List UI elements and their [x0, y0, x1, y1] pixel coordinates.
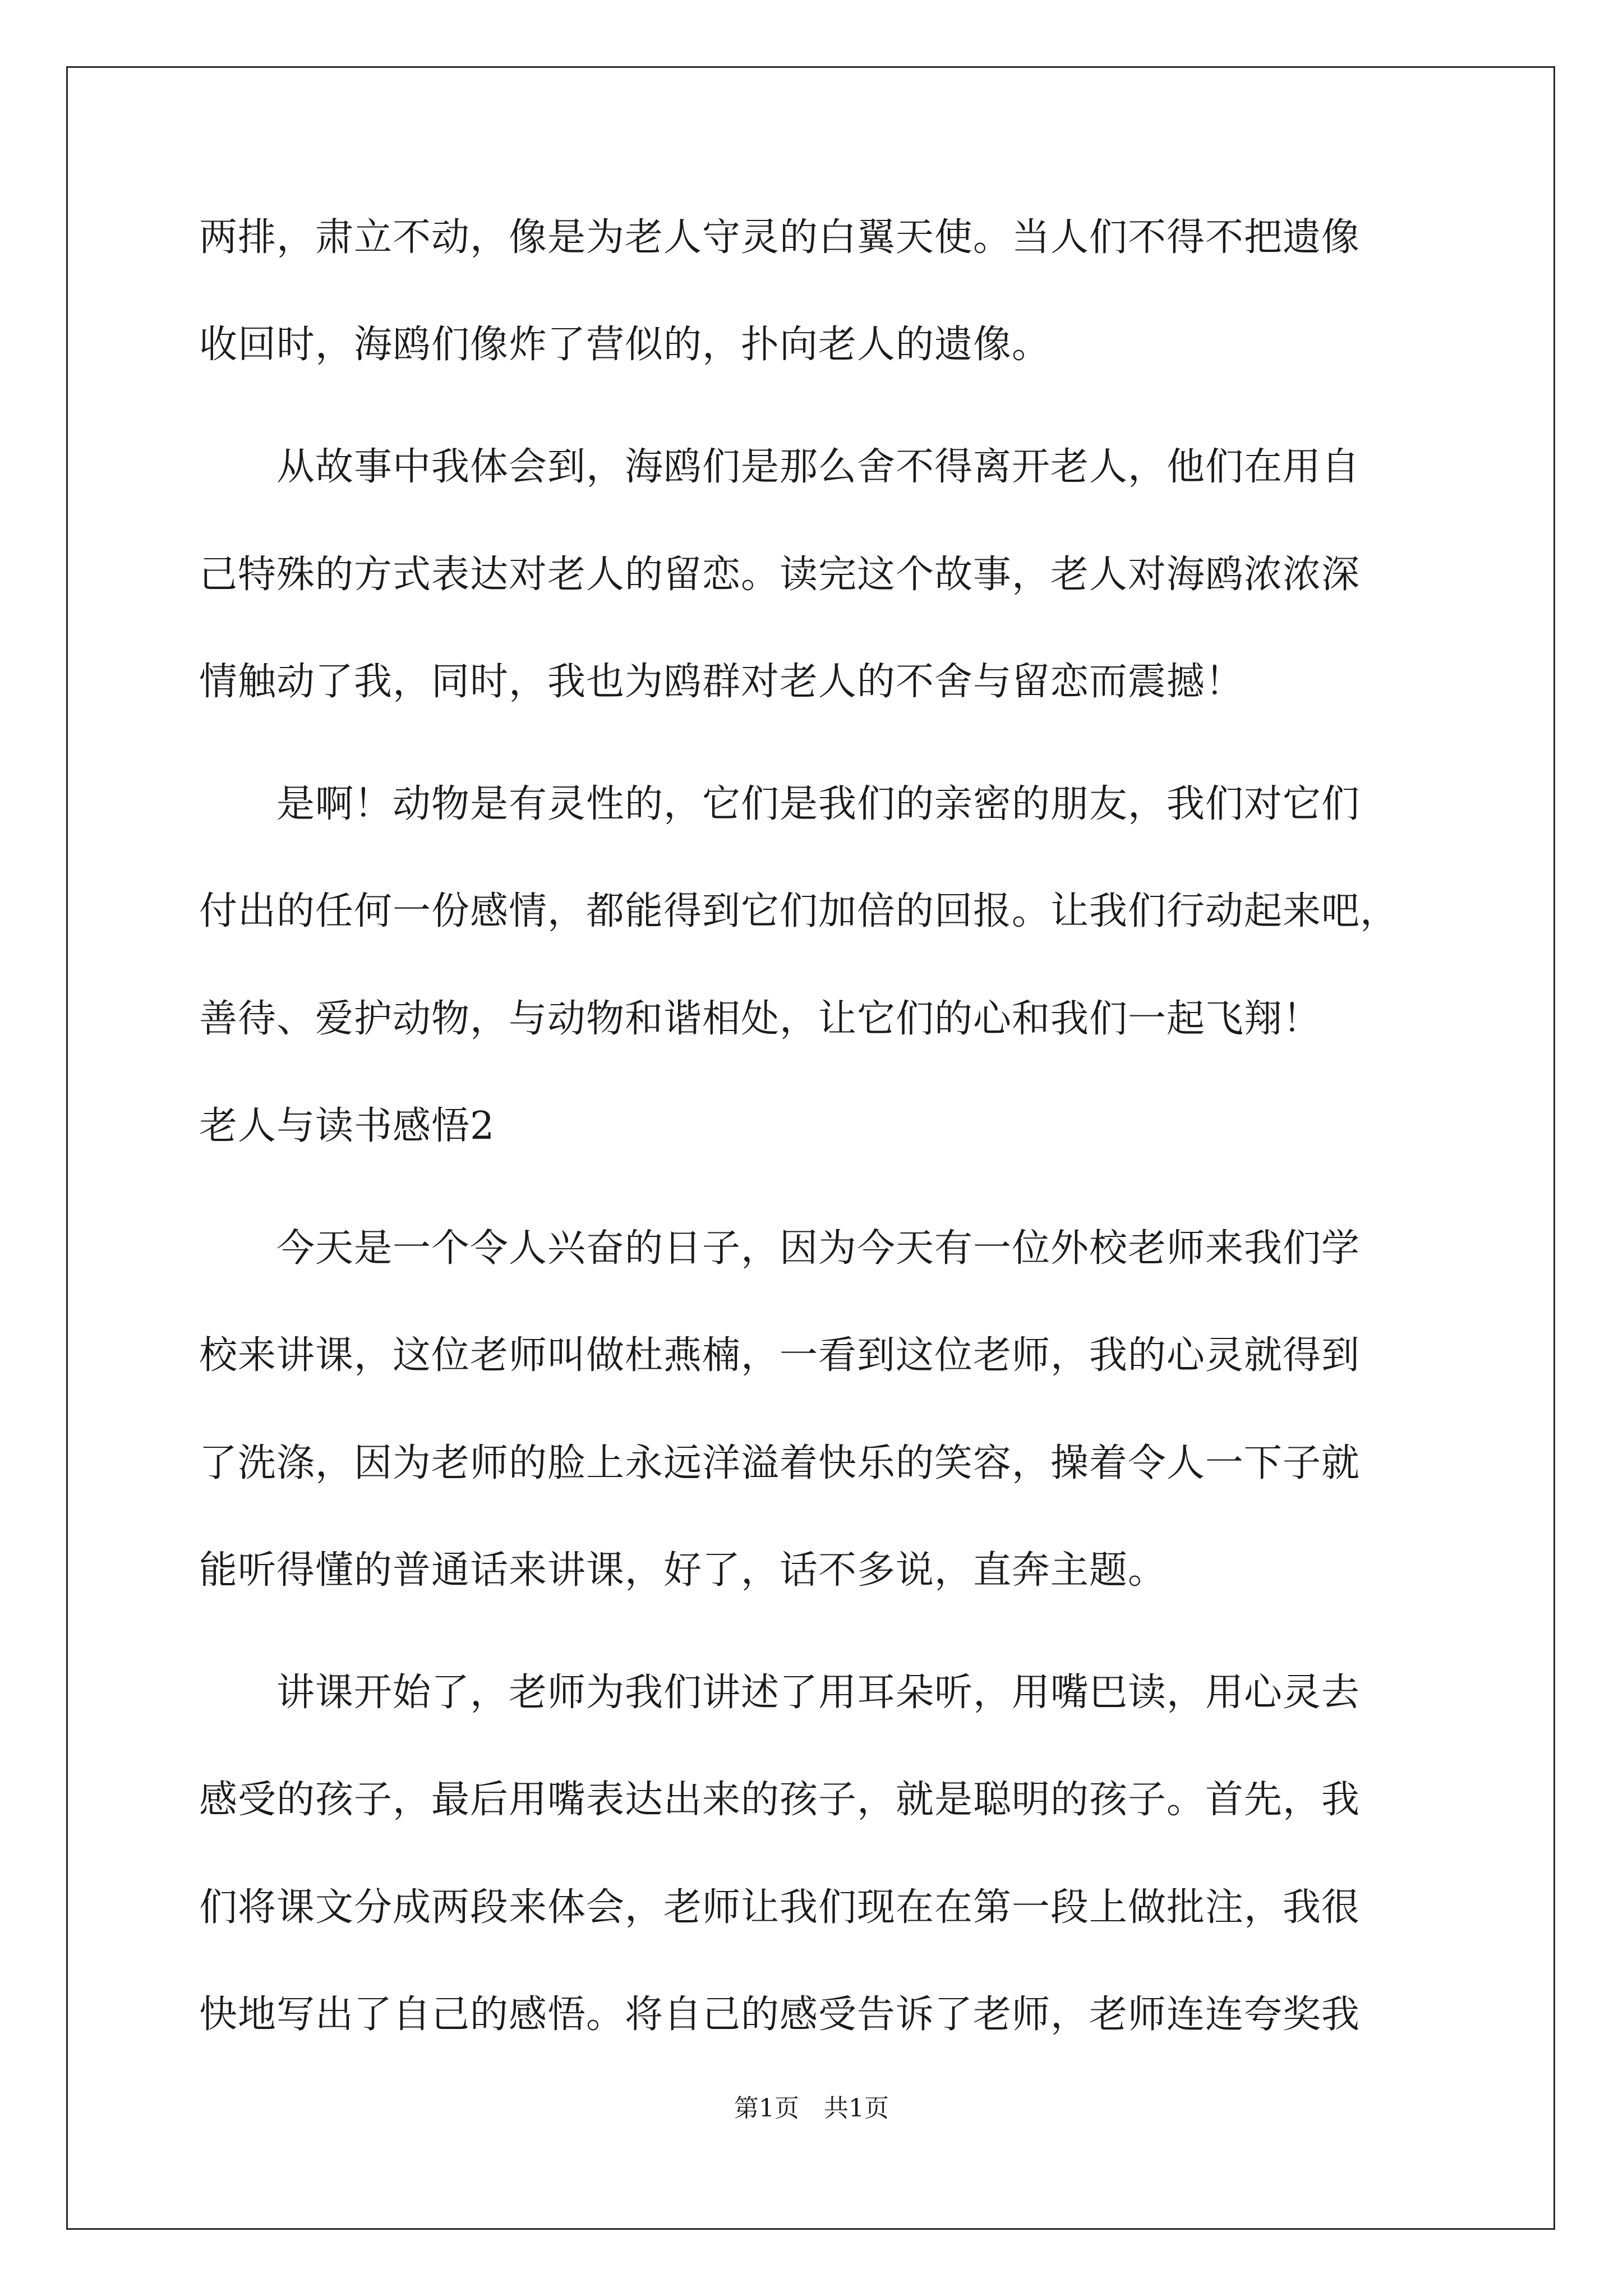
text-line: 善待、爱护动物，与动物和谐相处，让它们的心和我们一起飞翔！ — [199, 997, 1322, 1041]
text-line: 校来讲课，这位老师叫做杜燕楠，一看到这位老师，我的心灵就得到 — [199, 1333, 1361, 1378]
text-line: 了洗涤，因为老师的脸上永远洋溢着快乐的笑容，操着令人一下子就 — [199, 1441, 1361, 1485]
text-line: 付出的任何一份感情，都能得到它们加倍的回报。让我们行动起来吧， — [199, 889, 1399, 933]
text-line: 是啊！动物是有灵性的，它们是我们的亲密的朋友，我们对它们 — [199, 782, 1361, 826]
text-line: 情触动了我，同时，我也为鸥群对老人的不舍与留恋而震撼！ — [199, 660, 1244, 704]
section-heading: 老人与读书感悟2 — [199, 1104, 495, 1148]
page-number-footer: 第1页 共1页 — [734, 2094, 889, 2123]
text-line: 讲课开始了，老师为我们讲述了用耳朵听，用嘴巴读，用心灵去 — [199, 1671, 1361, 1715]
text-line: 从故事中我体会到，海鸥们是那么舍不得离开老人，他们在用自 — [199, 445, 1361, 489]
text-line: 快地写出了自己的感悟。将自己的感受告诉了老师，老师连连夸奖我 — [199, 1993, 1361, 2037]
text-line: 们将课文分成两段来体会，老师让我们现在在第一段上做批注，我很 — [199, 1885, 1361, 1930]
text-line: 己特殊的方式表达对老人的留恋。读完这个故事，老人对海鸥浓浓深 — [199, 553, 1361, 597]
text-line: 感受的孩子，最后用嘴表达出来的孩子，就是聪明的孩子。首先，我 — [199, 1778, 1361, 1822]
text-line: 今天是一个令人兴奋的日子，因为今天有一位外校老师来我们学 — [199, 1226, 1361, 1271]
text-line: 两排，肃立不动，像是为老人守灵的白翼天使。当人们不得不把遗像 — [199, 215, 1361, 260]
text-line: 收回时，海鸥们像炸了营似的，扑向老人的遗像。 — [199, 323, 1051, 367]
text-line: 能听得懂的普通话来讲课，好了，话不多说，直奔主题。 — [199, 1548, 1167, 1593]
